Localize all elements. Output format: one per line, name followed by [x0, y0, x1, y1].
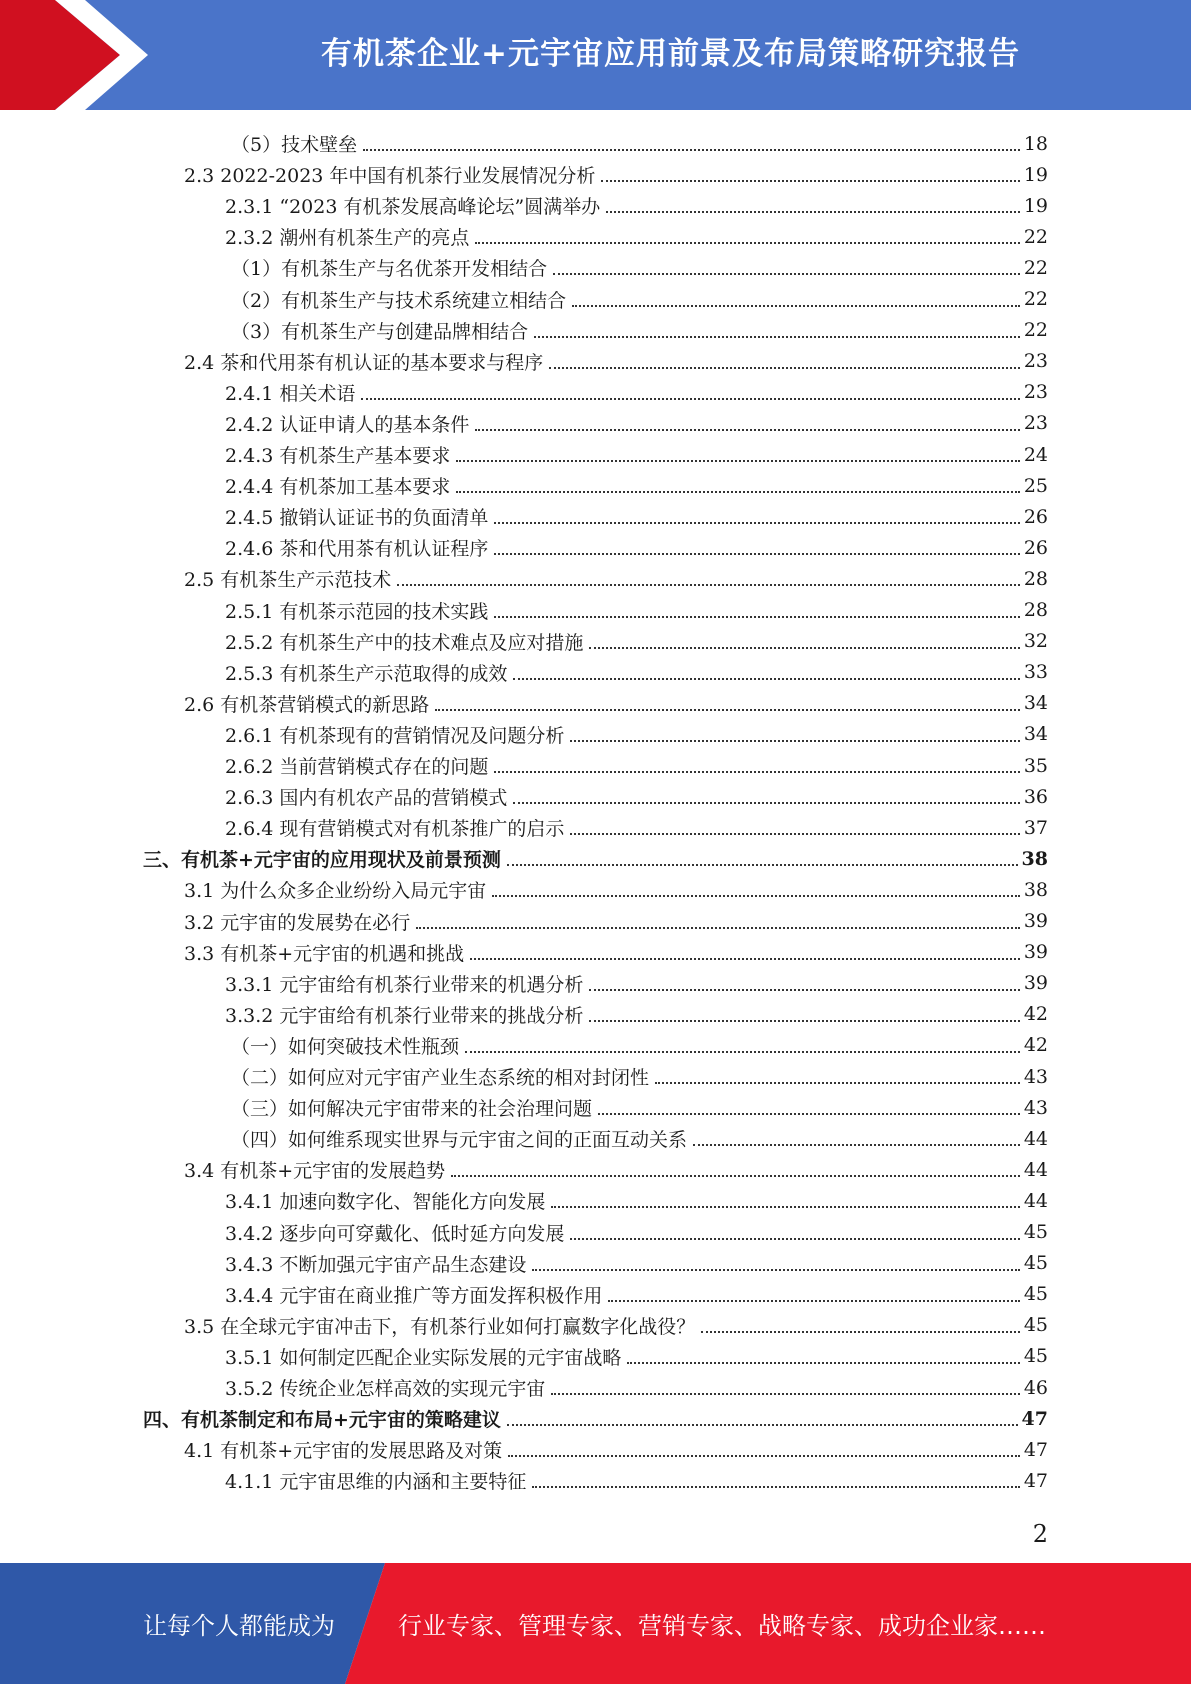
- report-header: [0, 0, 1191, 110]
- toc-entry[interactable]: [184, 1154, 1048, 1185]
- toc-entry-label: 2.4 茶和代用茶有机认证的基本要求与程序: [184, 351, 544, 374]
- toc-entry-page: 39: [1023, 972, 1048, 995]
- toc-entry-page: 45: [1023, 1345, 1048, 1368]
- toc-entry[interactable]: [225, 1217, 1048, 1248]
- toc-entry-label: 2.5 有机茶生产示范技术: [184, 569, 392, 592]
- toc-entry[interactable]: [231, 284, 1048, 315]
- toc-entry-label: 2.6.3 国内有机农产品的营销模式: [225, 787, 508, 810]
- toc-entry-label: 2.4.1 相关术语: [225, 382, 356, 405]
- toc-entry-label: 3.5.1 如何制定匹配企业实际发展的元宇宙战略: [225, 1346, 622, 1369]
- toc-leader-dots: [451, 1174, 1020, 1177]
- toc-entry-label: （2）有机茶生产与技术系统建立相结合: [231, 289, 567, 312]
- toc-entry-page: 34: [1023, 723, 1048, 746]
- toc-leader-dots: [507, 863, 1018, 866]
- toc-leader-dots: [655, 1081, 1020, 1084]
- toc-leader-dots: [606, 210, 1020, 213]
- toc-entry-page: 28: [1023, 567, 1048, 590]
- toc-entry[interactable]: [225, 750, 1048, 781]
- toc-entry-page: 43: [1023, 1096, 1048, 1119]
- footer-slogan-right: 行业专家、管理专家、营销专家、战略专家、成功企业家……: [398, 1612, 1046, 1640]
- toc-entry-page: 23: [1023, 381, 1048, 404]
- toc-entry[interactable]: [225, 439, 1048, 470]
- toc-entry[interactable]: [231, 1030, 1048, 1061]
- toc-entry-page: 35: [1023, 754, 1048, 777]
- toc-entry-page: 23: [1023, 412, 1048, 435]
- toc-entry[interactable]: [225, 999, 1048, 1030]
- toc-entry[interactable]: [231, 1092, 1048, 1123]
- toc-leader-dots: [589, 1019, 1019, 1022]
- toc-entry-label: （三）如何解决元宇宙带来的社会治理问题: [231, 1098, 593, 1121]
- toc-entry-label: 3.3.1 元宇宙给有机茶行业带来的机遇分析: [225, 973, 584, 996]
- toc-leader-dots: [508, 1454, 1020, 1457]
- toc-leader-dots: [470, 957, 1020, 960]
- toc-entry-label: 3.2 元宇宙的发展势在必行: [184, 911, 411, 934]
- toc-entry[interactable]: [184, 937, 1048, 968]
- toc-entry-page: 43: [1023, 1065, 1048, 1088]
- toc-entry-page: 36: [1023, 785, 1048, 808]
- toc-entry[interactable]: [225, 781, 1048, 812]
- toc-entry-page: 34: [1023, 692, 1048, 715]
- toc-entry[interactable]: [225, 968, 1048, 999]
- toc-leader-dots: [494, 615, 1019, 618]
- toc-entry-label: 2.4.5 撤销认证证书的负面清单: [225, 507, 489, 530]
- toc-entry[interactable]: [231, 1061, 1048, 1092]
- toc-entry-page: 46: [1023, 1376, 1048, 1399]
- toc-entry[interactable]: [225, 532, 1048, 563]
- toc-entry-page: 32: [1023, 630, 1048, 653]
- toc-leader-dots: [532, 1268, 1019, 1271]
- toc-entry-label: 3.4.1 加速向数字化、智能化方向发展: [225, 1191, 546, 1214]
- toc-entry-page: 39: [1023, 910, 1048, 932]
- toc-entry[interactable]: [225, 221, 1048, 252]
- toc-entry-label: 三、有机茶+元宇宙的应用现状及前景预测: [143, 849, 501, 872]
- toc-entry[interactable]: [184, 1434, 1048, 1465]
- toc-entry[interactable]: [184, 688, 1048, 719]
- chevron-arrow-icon: [0, 0, 160, 110]
- toc-entry[interactable]: [184, 159, 1048, 190]
- toc-entry[interactable]: [225, 408, 1048, 439]
- toc-entry-page: 26: [1023, 505, 1048, 528]
- toc-entry-label: （3）有机茶生产与创建品牌相结合: [231, 320, 529, 343]
- toc-entry-page: 42: [1023, 1034, 1048, 1057]
- toc-leader-dots: [507, 1423, 1018, 1426]
- toc-leader-dots: [513, 677, 1019, 680]
- toc-entry-label: 2.6 有机茶营销模式的新思路: [184, 693, 430, 716]
- toc-entry-page: 44: [1023, 1158, 1048, 1181]
- toc-entry[interactable]: [225, 1248, 1048, 1279]
- toc-entry-page: 45: [1023, 1314, 1048, 1337]
- toc-leader-dots: [627, 1361, 1019, 1364]
- toc-entry-label: 2.5.3 有机茶生产示范取得的成效: [225, 662, 508, 685]
- toc-entry-label: 3.4.3 不断加强元宇宙产品生态建设: [225, 1253, 527, 1276]
- toc-entry-label: 2.6.4 现有营销模式对有机茶推广的启示: [225, 818, 565, 841]
- toc-entry-label: （四）如何维系现实世界与元宇宙之间的正面互动关系: [231, 1129, 688, 1152]
- toc-entry-label: 2.6.2 当前营销模式存在的问题: [225, 756, 489, 778]
- toc-entry-page: 18: [1023, 132, 1048, 155]
- toc-entry[interactable]: [184, 346, 1048, 377]
- toc-entry-page: 42: [1023, 1003, 1048, 1026]
- toc-entry[interactable]: [225, 501, 1048, 532]
- report-title: 有机茶企业+元宇宙应用前景及布局策略研究报告: [321, 35, 1020, 72]
- toc-leader-dots: [553, 272, 1020, 275]
- toc-entry-label: 3.5.2 传统企业怎样高效的实现元宇宙: [225, 1378, 546, 1400]
- toc-leader-dots: [589, 988, 1019, 991]
- toc-leader-dots: [570, 1237, 1019, 1240]
- toc-leader-dots: [416, 926, 1020, 929]
- toc-entry-label: 2.5.2 有机茶生产中的技术难点及应对措施: [225, 631, 584, 654]
- toc-leader-dots: [475, 241, 1019, 244]
- toc-entry-page: 28: [1023, 599, 1048, 621]
- toc-entry-page: 45: [1023, 1252, 1048, 1275]
- page-footer: [0, 1563, 1191, 1684]
- toc-leader-dots: [701, 1330, 1020, 1333]
- toc-leader-dots: [363, 148, 1020, 151]
- toc-leader-dots: [608, 1299, 1019, 1302]
- toc-entry-label: 3.1 为什么众多企业纷纷入局元宇宙: [184, 880, 487, 903]
- toc-entry-page: 47: [1021, 1407, 1048, 1430]
- toc-entry-label: （二）如何应对元宇宙产业生态系统的相对封闭性: [231, 1067, 650, 1089]
- toc-entry-page: 22: [1023, 288, 1048, 310]
- toc-entry-label: 2.6.1 有机茶现有的营销情况及问题分析: [225, 724, 565, 747]
- toc-entry-page: 19: [1023, 163, 1048, 186]
- toc-entry-label: 2.3.1 “2023 有机茶发展高峰论坛”圆满举办: [225, 196, 601, 219]
- footer-slogan-left: 让每个人都能成为: [143, 1612, 335, 1640]
- toc-entry[interactable]: [225, 626, 1048, 657]
- toc-entry-page: 22: [1023, 256, 1048, 279]
- toc-entry[interactable]: [184, 906, 1048, 937]
- toc-entry[interactable]: [143, 843, 1048, 874]
- toc-entry[interactable]: [225, 470, 1048, 501]
- toc-entry[interactable]: [231, 315, 1048, 346]
- toc-leader-dots: [551, 1392, 1019, 1395]
- toc-entry[interactable]: [225, 377, 1048, 408]
- toc-leader-dots: [494, 521, 1019, 524]
- toc-entry-label: 3.4.2 逐步向可穿戴化、低时延方向发展: [225, 1222, 565, 1245]
- toc-entry[interactable]: [143, 1403, 1048, 1434]
- toc-entry-label: 2.3 2022-2023 年中国有机茶行业发展情况分析: [184, 165, 596, 188]
- toc-entry[interactable]: [225, 1341, 1048, 1372]
- toc-leader-dots: [601, 179, 1019, 182]
- toc-entry-page: 38: [1023, 878, 1048, 901]
- toc-entry[interactable]: [231, 128, 1048, 159]
- toc-entry-label: 2.4.4 有机茶加工基本要求: [225, 476, 451, 499]
- page-number: 2: [1032, 1520, 1048, 1548]
- toc-leader-dots: [397, 583, 1020, 586]
- toc-entry[interactable]: [184, 1310, 1048, 1341]
- toc-entry[interactable]: [225, 657, 1048, 688]
- toc-leader-dots: [475, 428, 1019, 431]
- toc-entry-label: 四、有机茶制定和布局+元宇宙的策略建议: [143, 1409, 501, 1432]
- toc-leader-dots: [494, 552, 1019, 555]
- toc-entry-label: 4.1.1 元宇宙思维的内涵和主要特征: [225, 1471, 527, 1494]
- toc-entry-label: 3.3 有机茶+元宇宙的机遇和挑战: [184, 942, 465, 965]
- toc-entry-page: 22: [1023, 319, 1048, 342]
- toc-entry-page: 47: [1023, 1469, 1048, 1492]
- toc-entry-label: 3.5 在全球元宇宙冲击下，有机茶行业如何打赢数字化战役？: [184, 1315, 696, 1338]
- toc-leader-dots: [465, 1050, 1020, 1053]
- toc-leader-dots: [494, 770, 1019, 773]
- toc-entry-page: 19: [1023, 194, 1048, 217]
- toc-entry-label: 2.4.2 认证申请人的基本条件: [225, 413, 470, 436]
- toc-entry-label: （1）有机茶生产与名优茶开发相结合: [231, 258, 548, 281]
- toc-entry-page: 26: [1023, 536, 1048, 559]
- toc-entry[interactable]: [225, 812, 1048, 843]
- toc-leader-dots: [361, 397, 1019, 400]
- toc-leader-dots: [532, 1485, 1019, 1488]
- toc-entry-page: 37: [1023, 816, 1048, 839]
- toc-entry-label: （一）如何突破技术性瓶颈: [231, 1035, 460, 1058]
- toc-entry-label: （5）技术壁垒: [231, 134, 358, 156]
- toc-leader-dots: [492, 894, 1020, 897]
- toc-leader-dots: [551, 1205, 1019, 1208]
- toc-leader-dots: [513, 801, 1019, 804]
- toc-entry[interactable]: [231, 252, 1048, 283]
- toc-leader-dots: [598, 1112, 1020, 1115]
- toc-leader-dots: [693, 1143, 1020, 1146]
- toc-entry-label: 2.4.6 茶和代用茶有机认证程序: [225, 538, 489, 561]
- toc-leader-dots: [570, 832, 1019, 835]
- toc-entry-label: 3.4.4 元宇宙在商业推广等方面发挥积极作用: [225, 1284, 603, 1307]
- toc-entry-page: 39: [1023, 941, 1048, 964]
- toc-leader-dots: [570, 739, 1019, 742]
- toc-entry[interactable]: [225, 1185, 1048, 1216]
- toc-entry-page: 45: [1023, 1283, 1048, 1306]
- toc-entry-page: 33: [1023, 661, 1048, 684]
- toc-entry-page: 44: [1023, 1127, 1048, 1150]
- toc-entry[interactable]: [225, 719, 1048, 750]
- toc-leader-dots: [549, 366, 1020, 369]
- toc-leader-dots: [456, 490, 1019, 493]
- toc-entry[interactable]: [225, 1465, 1048, 1496]
- toc-entry-label: 3.4 有机茶+元宇宙的发展趋势: [184, 1160, 446, 1183]
- toc-entry-page: 23: [1023, 350, 1048, 373]
- toc-entry[interactable]: [225, 1372, 1048, 1403]
- toc-entry-page: 25: [1023, 474, 1048, 497]
- toc-entry-label: 2.5.1 有机茶示范园的技术实践: [225, 600, 489, 623]
- toc-entry-page: 44: [1023, 1189, 1048, 1212]
- toc-entry-page: 38: [1021, 847, 1048, 870]
- toc-entry-label: 2.4.3 有机茶生产基本要求: [225, 445, 451, 467]
- toc-entry-page: 22: [1023, 225, 1048, 248]
- toc-entry-page: 24: [1023, 443, 1048, 466]
- toc-entry[interactable]: [225, 595, 1048, 626]
- toc-leader-dots: [435, 708, 1020, 711]
- toc-entry-page: 45: [1023, 1221, 1048, 1243]
- toc-entry-page: 47: [1023, 1438, 1048, 1461]
- toc-leader-dots: [589, 646, 1019, 649]
- toc-leader-dots: [572, 304, 1020, 307]
- toc-entry[interactable]: [225, 1279, 1048, 1310]
- toc-entry[interactable]: [225, 190, 1048, 221]
- toc-leader-dots: [534, 335, 1020, 338]
- toc-entry-label: 2.3.2 潮州有机茶生产的亮点: [225, 227, 470, 250]
- toc-entry[interactable]: [231, 1123, 1048, 1154]
- toc-entry-label: 4.1 有机茶+元宇宙的发展思路及对策: [184, 1440, 503, 1463]
- toc-entry-label: 3.3.2 元宇宙给有机茶行业带来的挑战分析: [225, 1004, 584, 1027]
- toc-entry[interactable]: [184, 874, 1048, 905]
- toc-entry[interactable]: [184, 563, 1048, 594]
- toc-leader-dots: [456, 459, 1019, 462]
